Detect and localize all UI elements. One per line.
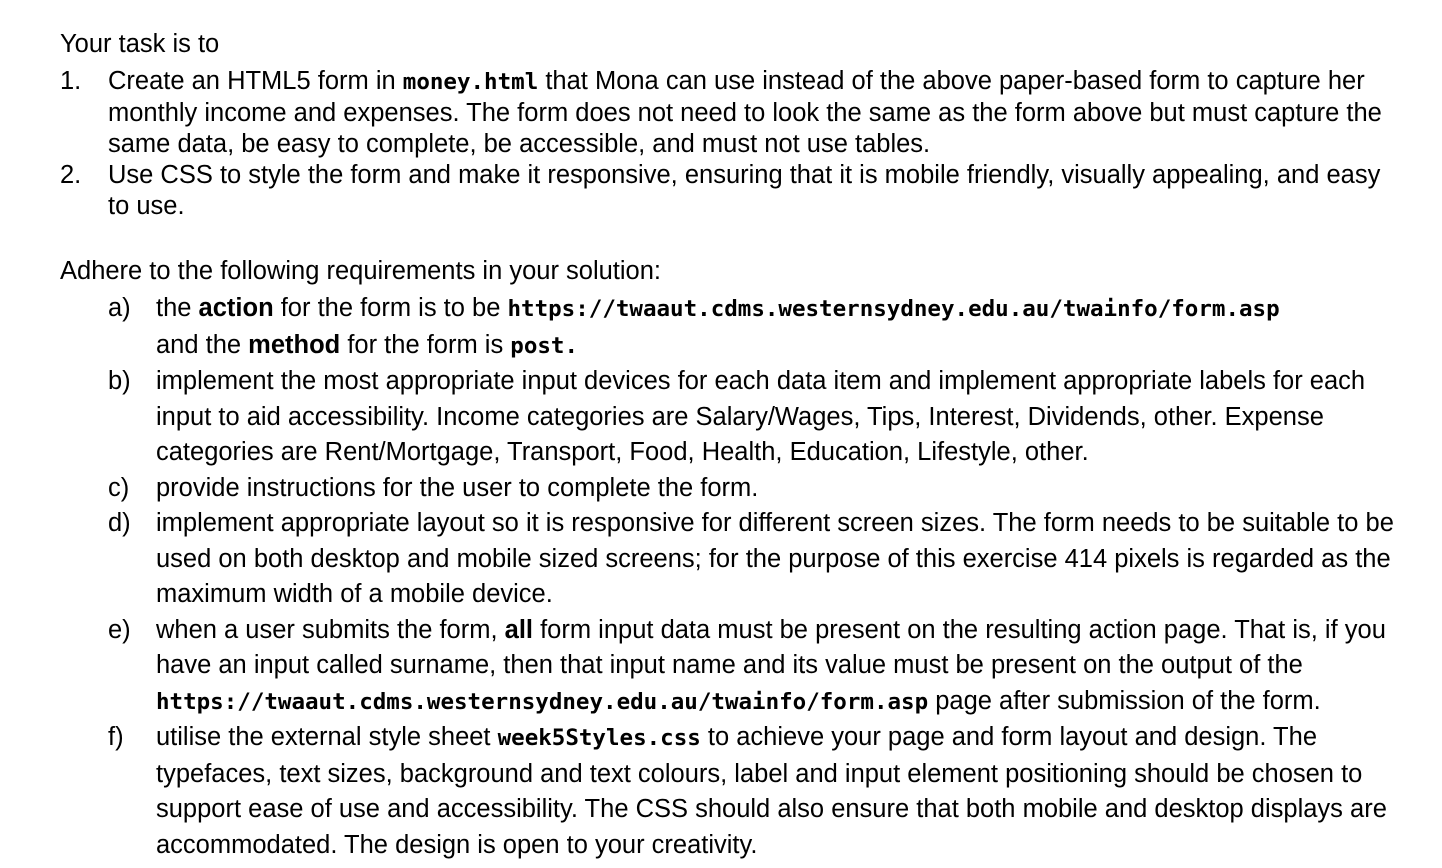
requirement-text: when a user submits the form, <box>156 615 505 644</box>
task-item-2 <box>60 160 1400 222</box>
requirement-text: form input data must be present on the resulting action page. That is, if you have an input called surname, then that input name and its value must be present on the output of the <box>156 615 1386 679</box>
requirement-text: and the <box>156 330 249 359</box>
code-filename: money.html <box>402 69 539 95</box>
requirement-text: provide instructions for the user to complete the form. <box>156 473 759 502</box>
requirement-c <box>108 471 1418 507</box>
requirement-d <box>108 506 1418 613</box>
requirement-f <box>108 720 1418 863</box>
requirements-heading: Adhere to the following requirements in your solution: <box>60 257 662 285</box>
task-number: 2. <box>60 161 82 189</box>
requirement-text: for the form is to be <box>273 294 508 322</box>
requirement-text: implement the most appropriate input devices for each data item and implement appropriate labels for each input to aid accessibility. Income categories are Salary/Wages, Tips, Interest, Dividends, other. Expense categories are Rent/Mortgage, Transport, Food, Health, Education, Lifestyle, other. <box>156 367 1366 466</box>
requirement-label: d) <box>108 509 131 537</box>
requirement-label: a) <box>108 294 131 322</box>
code-url: https://twaaut.cdms.westernsydney.edu.au/twainfo/form.asp <box>507 296 1280 322</box>
requirement-text: implement appropriate layout so it is responsive for different screen sizes. The form needs to be suitable to be used on both desktop and mobile sized screens; for the purpose of this exercise 414 pixels is regarded as the maximum width of a mobile device. <box>156 509 1394 608</box>
bold-keyword: all <box>504 615 534 644</box>
task-list <box>60 66 1400 222</box>
requirements-list <box>108 291 1418 863</box>
requirement-label: f) <box>108 723 124 751</box>
requirement-text: utilise the external style sheet <box>156 723 498 751</box>
requirement-label: e) <box>108 615 131 644</box>
task-number: 1. <box>60 67 82 95</box>
requirement-text: for the form is <box>340 330 511 359</box>
code-url: https://twaaut.cdms.westernsydney.edu.au/twainfo/form.asp <box>156 688 929 715</box>
requirement-a <box>108 291 1418 364</box>
task-text: Create an HTML5 form in <box>108 67 403 95</box>
requirement-text: to achieve your page and form layout and design. The typefaces, text sizes, background and text colours, label and input element positioning should be chosen to support ease of use and accessibility. The CSS should also ensure that both mobile and desktop displays are accommodated. The design is open to your creativity. <box>156 723 1387 859</box>
requirement-text: the <box>156 294 199 322</box>
code-filename: week5Styles.css <box>497 725 701 751</box>
requirement-label: c) <box>108 473 130 502</box>
task-item-1 <box>60 66 1400 160</box>
requirement-b <box>108 364 1418 471</box>
requirement-e <box>108 613 1418 721</box>
code-method: post. <box>510 332 579 359</box>
task-text: that Mona can use instead of the above paper-based form to capture her monthly income and expenses. The form does not need to look the same as the form above but must capture the same data, be easy to complete, be accessible, and must not use tables. <box>108 67 1382 158</box>
requirement-text: page after submission of the form. <box>928 686 1321 715</box>
bold-keyword: method <box>248 330 341 359</box>
bold-keyword: action <box>198 294 274 322</box>
requirement-label: b) <box>108 367 131 395</box>
task-text: Use CSS to style the form and make it responsive, ensuring that it is mobile friendly, visually appealing, and easy to use. <box>108 161 1381 220</box>
intro-text: Your task is to <box>60 30 220 58</box>
